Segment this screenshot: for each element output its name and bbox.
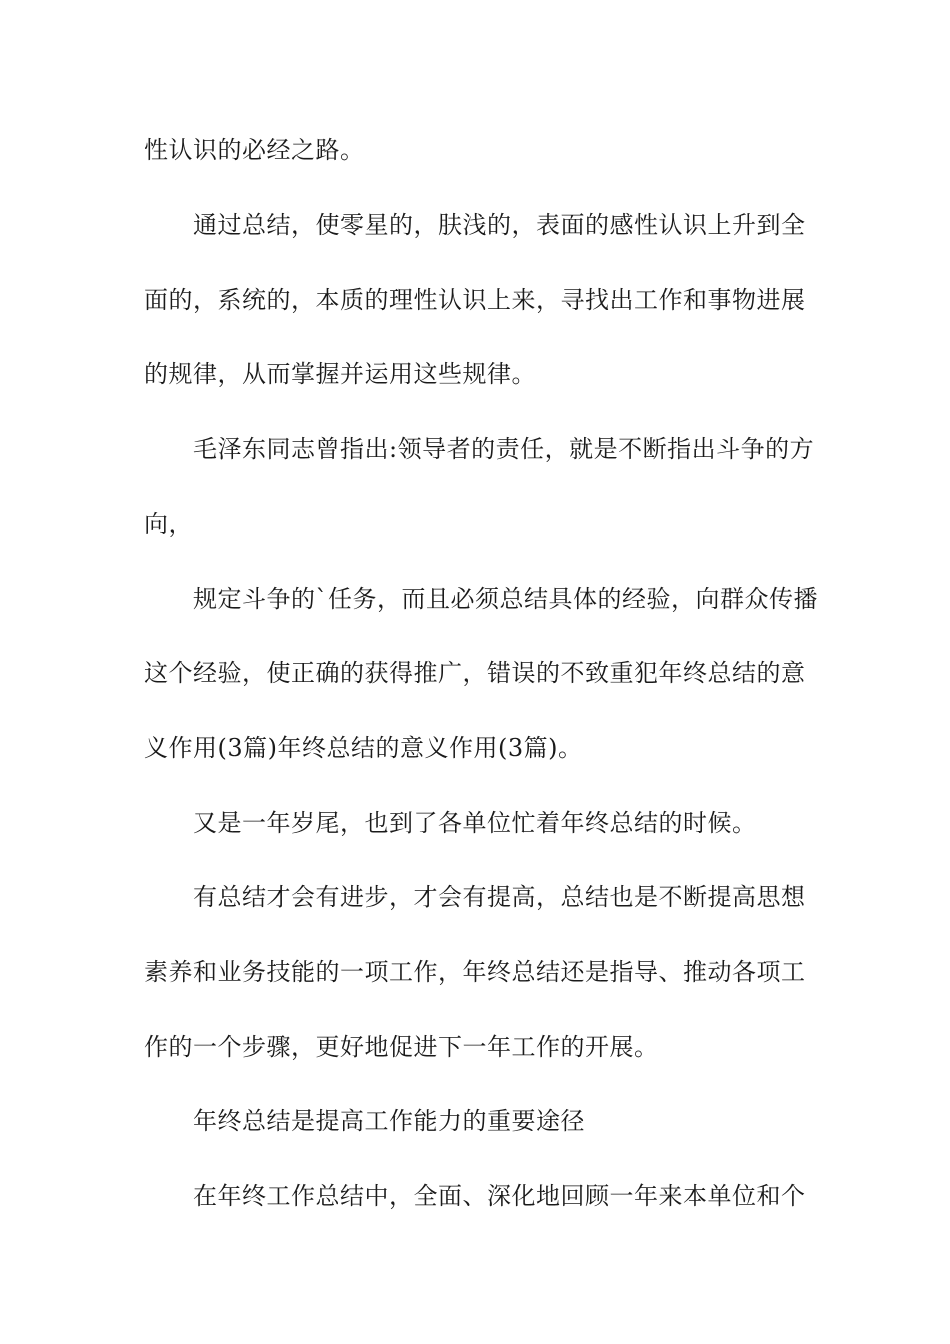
- text-line: 向，: [144, 510, 193, 538]
- text-line: 素养和业务技能的一项工作，年终总结还是指导、推动各项工: [144, 958, 806, 986]
- text-line: 通过总结，使零星的，肤浅的，表面的感性认识上升到全: [193, 211, 806, 239]
- text-line: 性认识的必经之路。: [144, 136, 365, 164]
- text-line: 规定斗争的`任务，而且必须总结具体的经验，向群众传播: [193, 585, 818, 613]
- text-line: 作的一个步骤，更好地促进下一年工作的开展。: [144, 1033, 659, 1061]
- text-line: 又是一年岁尾，也到了各单位忙着年终总结的时候。: [193, 809, 757, 837]
- text-line: 的规律，从而掌握并运用这些规律。: [144, 360, 536, 388]
- text-line: 义作用(3篇)年终总结的意义作用(3篇)。: [144, 734, 583, 762]
- text-line: 这个经验，使正确的获得推广，错误的不致重犯年终总结的意: [144, 659, 806, 687]
- section-heading: 年终总结是提高工作能力的重要途径: [193, 1107, 585, 1135]
- text-line: 面的，系统的，本质的理性认识上来，寻找出工作和事物进展: [144, 286, 806, 314]
- text-line: 有总结才会有进步，才会有提高，总结也是不断提高思想: [193, 883, 806, 911]
- text-line: 在年终工作总结中，全面、深化地回顾一年来本单位和个: [193, 1182, 806, 1210]
- text-line: 毛泽东同志曾指出:领导者的责任，就是不断指出斗争的方: [193, 435, 815, 463]
